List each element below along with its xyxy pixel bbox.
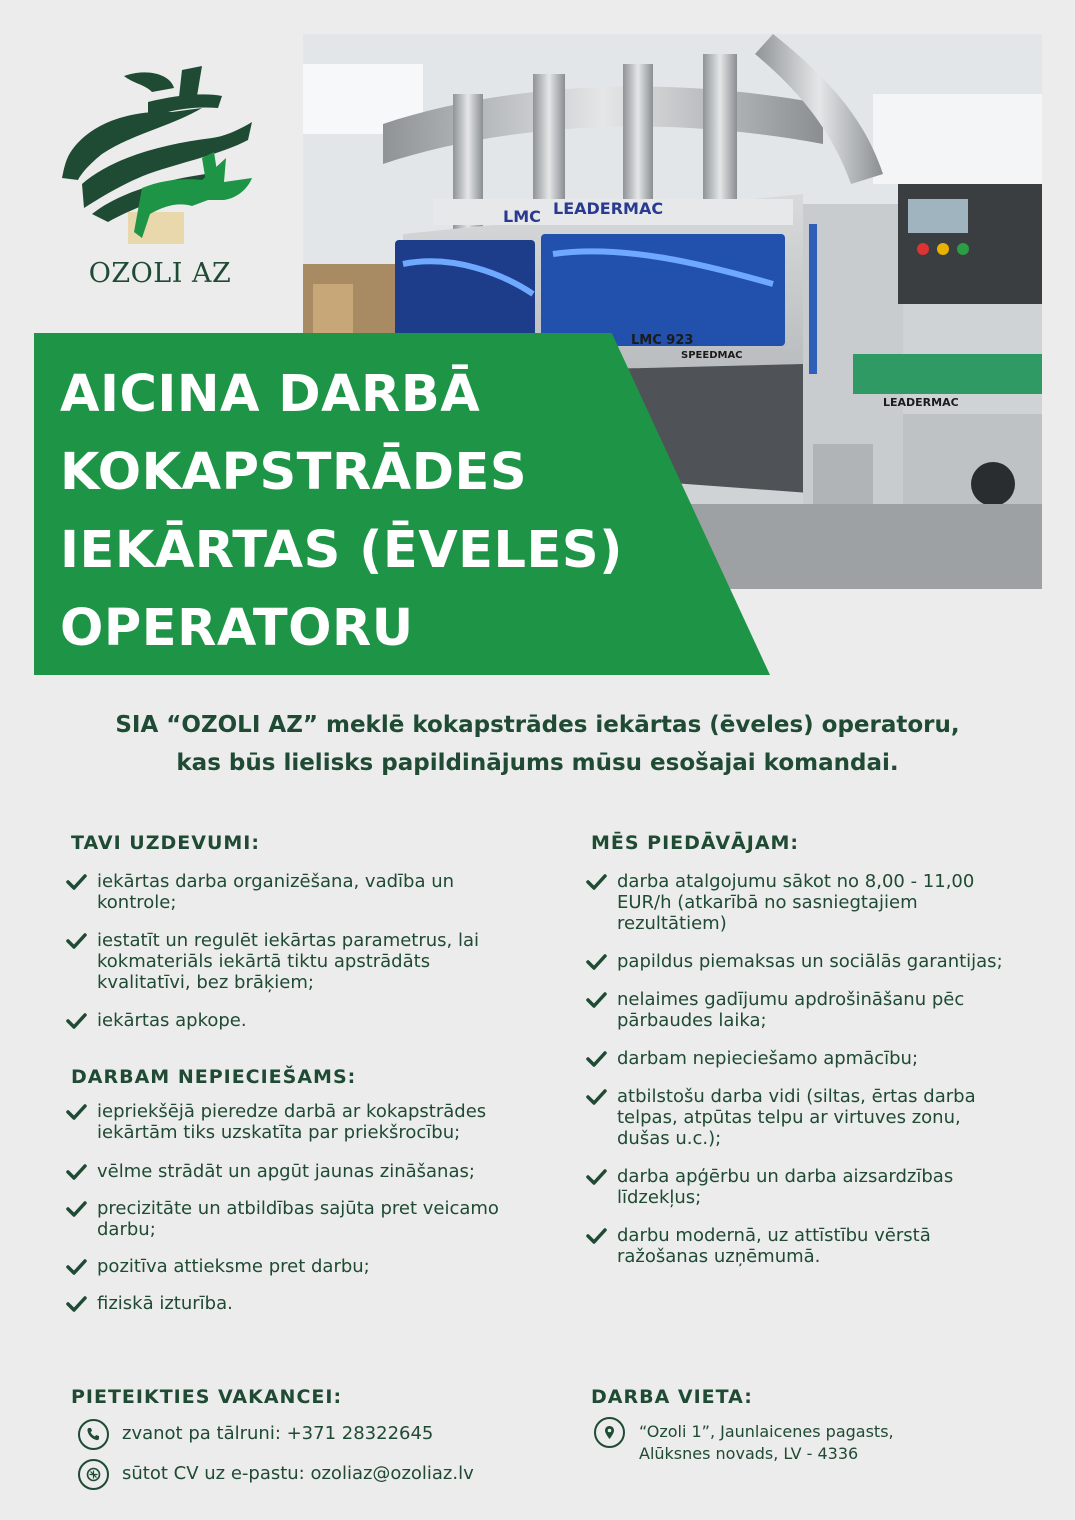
check-icon: [66, 1103, 87, 1121]
offer-text: darba atalgojumu sākot no 8,00 - 11,00 EUR/h (atkarībā no sasniegtajiem rezultātiem): [617, 871, 975, 934]
intro-line-2: kas būs lielisks papildinājums mūsu esošajai komandai.: [176, 750, 899, 776]
check-icon: [586, 1168, 607, 1186]
machine-label-side: LEADERMAC: [883, 396, 959, 409]
email-icon: [78, 1459, 109, 1490]
headline-line-2: KOKAPSTRĀDES: [60, 443, 528, 502]
check-icon: [66, 1012, 87, 1030]
list-item: [586, 1225, 1011, 1267]
check-icon: [66, 1295, 87, 1313]
list-item: [586, 989, 1011, 1031]
list-item: [66, 1293, 506, 1314]
location-address: [639, 1421, 894, 1465]
headline-line-3: IEKĀRTAS (ĒVELES): [60, 521, 623, 580]
machine-label-lmc: LMC: [503, 207, 541, 226]
list-item: [66, 930, 506, 993]
check-icon: [66, 1163, 87, 1181]
task-text: iekārtas apkope.: [97, 1010, 247, 1031]
address-line-1: “Ozoli 1”, Jaunlaicenes pagasts,: [639, 1422, 894, 1441]
phone-icon: [78, 1419, 109, 1450]
location-title: DARBA VIETA:: [591, 1386, 753, 1408]
offer-text: darba apģērbu un darba aizsardzības līdzekļus;: [617, 1166, 954, 1208]
address-line-2: Alūksnes novads, LV - 4336: [639, 1444, 859, 1463]
email-contact[interactable]: sūtot CV uz e-pastu: ozoliaz@ozoliaz.lv: [122, 1463, 474, 1484]
tasks-list: [66, 871, 506, 1031]
requirements-title: DARBAM NEPIECIEŠAMS:: [71, 1066, 357, 1088]
list-item: [586, 871, 1011, 934]
list-item: [66, 1198, 506, 1240]
check-icon: [66, 873, 87, 891]
offer-list: [586, 871, 1011, 1267]
task-text: iestatīt un regulēt iekārtas parametrus, lai kokmateriāls iekārtā tiktu apstrādāts kvalitatīvi, bez brāķiem;: [97, 930, 480, 993]
requirement-text: vēlme strādāt un apgūt jaunas zināšanas;: [97, 1161, 475, 1182]
location-pin-icon: [594, 1417, 625, 1448]
list-item: [66, 1161, 506, 1182]
list-item: [586, 1166, 1011, 1208]
requirement-text: precizitāte un atbildības sajūta pret veicamo darbu;: [97, 1198, 499, 1240]
machine-label-speedmac: SPEEDMAC: [681, 350, 743, 361]
offer-text: atbilstošu darba vidi (siltas, ērtas darba telpas, atpūtas telpu ar virtuves zonu, dušas u.c.);: [617, 1086, 976, 1149]
requirement-text: fiziskā izturība.: [97, 1293, 233, 1314]
check-icon: [66, 932, 87, 950]
check-icon: [586, 953, 607, 971]
requirement-text: pozitīva attieksme pret darbu;: [97, 1256, 370, 1277]
requirement-text: iepriekšējā pieredze darbā ar kokapstrādes iekārtām tiks uzskatīta par priekšrocību;: [97, 1101, 487, 1143]
intro-line-1: SIA “OZOLI AZ” meklē kokapstrādes iekārtas (ēveles) operatoru,: [115, 712, 960, 738]
offer-text: darbam nepieciešamo apmācību;: [617, 1048, 919, 1069]
check-icon: [66, 1258, 87, 1276]
task-text: iekārtas darba organizēšana, vadība un kontrole;: [97, 871, 455, 913]
check-icon: [586, 1050, 607, 1068]
list-item: [586, 1048, 1011, 1069]
tasks-title: TAVI UZDEVUMI:: [71, 832, 260, 854]
headline: [60, 356, 700, 668]
list-item: [66, 1101, 506, 1143]
check-icon: [586, 1088, 607, 1106]
check-icon: [586, 991, 607, 1009]
offer-text: nelaimes gadījumu apdrošināšanu pēc pārbaudes laika;: [617, 989, 965, 1031]
check-icon: [586, 873, 607, 891]
check-icon: [586, 1227, 607, 1245]
apply-title: PIETEIKTIES VAKANCEI:: [71, 1386, 343, 1408]
offer-title: MĒS PIEDĀVĀJAM:: [591, 832, 800, 854]
check-icon: [66, 1200, 87, 1218]
company-name-logotype: OZOLI AZ: [88, 258, 232, 289]
offer-text: papildus piemaksas un sociālās garantijas;: [617, 951, 1003, 972]
list-item: [586, 1086, 1011, 1149]
offer-text: darbu modernā, uz attīstību vērstā ražošanas uzņēmumā.: [617, 1225, 931, 1267]
list-item: [66, 871, 506, 913]
requirements-list: [66, 1101, 506, 1314]
list-item: [66, 1010, 506, 1031]
list-item: [586, 951, 1011, 972]
machine-label-model: LMC 923: [631, 333, 694, 348]
list-item: [66, 1256, 506, 1277]
machine-label-leadermac: LEADERMAC: [553, 199, 664, 218]
intro-text: [40, 706, 1035, 782]
headline-line-1: AICINA DARBĀ: [60, 365, 481, 424]
headline-line-4: OPERATORU: [60, 599, 414, 658]
phone-contact[interactable]: zvanot pa tālruni: +371 28322645: [122, 1423, 434, 1444]
